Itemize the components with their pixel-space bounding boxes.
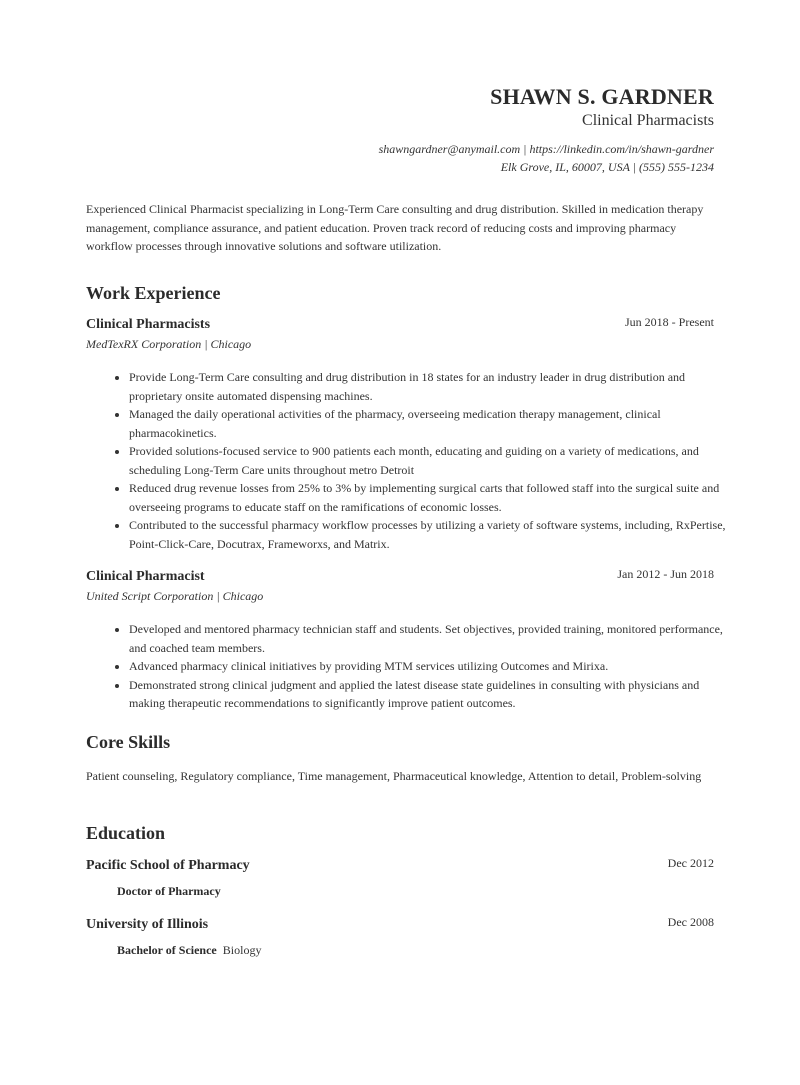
job-company: United Script Corporation | Chicago (86, 589, 264, 603)
degree-field: Biology (222, 943, 262, 957)
education-degree (117, 943, 261, 958)
job-bullet: • Advanced pharmacy clinical initiatives by providing MTM services utilizing Outcomes and Mirixa. (129, 657, 729, 676)
education-date: Dec 2008 (667, 915, 714, 929)
candidate-role: Clinical Pharmacists (582, 112, 714, 129)
job-bullet-list (110, 620, 729, 713)
section-title-education: Education (86, 823, 166, 843)
education-degree (117, 884, 221, 899)
section-title-core-skills: Core Skills (86, 732, 171, 752)
section-title-work-experience: Work Experience (86, 283, 221, 303)
education-school: Pacific School of Pharmacy (86, 858, 250, 873)
candidate-name: SHAWN S. GARDNER (490, 84, 714, 109)
education-school: University of Illinois (86, 917, 209, 932)
job-bullet: • Developed and mentored pharmacy technician staff and students. Set objectives, provided training, monitored performance, and coached team members. (129, 620, 729, 657)
job-bullet: • Managed the daily operational activities of the pharmacy, overseeing medication therapy management, clinical pharmacokinetics. (129, 405, 729, 442)
degree-name: Doctor of Pharmacy (117, 884, 221, 898)
skills-list: Patient counseling, Regulatory compliance, Time management, Pharmaceutical knowledge, Attention to detail, Problem-solving (86, 769, 702, 783)
job-company: MedTexRX Corporation | Chicago (86, 337, 252, 351)
job-title: Clinical Pharmacist (86, 569, 205, 584)
job-date: Jun 2018 - Present (625, 315, 714, 329)
job-bullet: • Demonstrated strong clinical judgment and applied the latest disease state guidelines in consulting with physicians and making therapeutic recommendations to significantly improve patient outcomes. (129, 676, 729, 713)
contact-location-phone: Elk Grove, IL, 60007, USA | (555) 555-1234 (500, 160, 714, 174)
job-bullet: • Contributed to the successful pharmacy workflow processes by utilizing a variety of software systems, including, RxPertise, Point-Click-Care, Docutrax, Frameworxs, and Matrix. (129, 516, 729, 553)
job-bullet-list (110, 368, 729, 553)
job-bullet: • Provided solutions-focused service to 900 patients each month, educating and guiding on a variety of medications, and scheduling Long-Term Care units throughout metro Detroit (129, 442, 729, 479)
job-date: Jan 2012 - Jun 2018 (617, 567, 714, 581)
degree-name: Bachelor of Science (117, 943, 217, 957)
job-title: Clinical Pharmacists (86, 317, 211, 332)
contact-email-linkedin: shawngardner@anymail.com | https://linkedin.com/in/shawn-gardner (378, 142, 714, 156)
job-bullet: • Provide Long-Term Care consulting and drug distribution in 18 states for an industry leader in drug distribution and proprietary onsite automated dispensing machines. (129, 368, 729, 405)
education-date: Dec 2012 (667, 856, 714, 870)
job-bullet: • Reduced drug revenue losses from 25% to 3% by implementing surgical carts that followed staff into the surgical suite and overseeing programs to educate staff on the ramifications of economic losses. (129, 479, 729, 516)
summary-paragraph: Experienced Clinical Pharmacist specializing in Long-Term Care consulting and drug distribution. Skilled in medication therapy management, compliance assurance, and patient education. Proven track record of reducing costs and improving pharmacy workflow processes through innovative solutions and software utilization. (86, 202, 704, 253)
